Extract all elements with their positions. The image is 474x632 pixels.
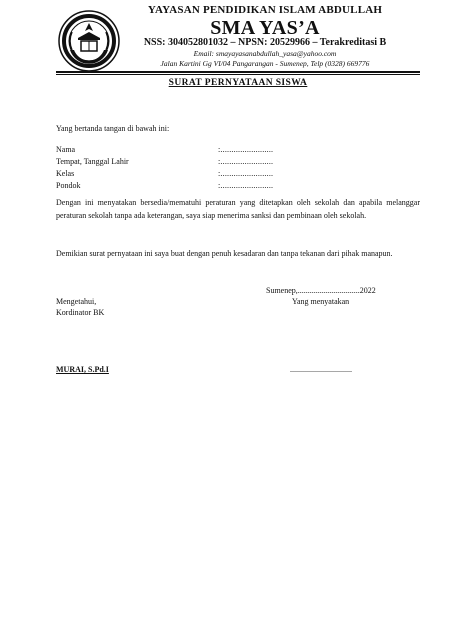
declarer-signature-line: ............................... (290, 365, 352, 374)
intro-text: Yang bertanda tangan di bawah ini: (56, 124, 170, 133)
letterhead-rule-thick (56, 71, 420, 73)
address-line: Jalan Kartini Gg VI/04 Pangarangan - Sumenep, Telp (0328) 669776 (160, 59, 370, 68)
field-label-ttl: Tempat, Tanggal Lahir (56, 157, 129, 166)
acknowledger-role: Kordinator BK (56, 308, 105, 317)
field-label-pondok: Pondok (56, 181, 81, 190)
foundation-name: YAYASAN PENDIDIKAN ISLAM ABDULLAH (147, 4, 383, 16)
field-value-nama: :........................ (218, 145, 274, 154)
letterhead-rule-thin (56, 74, 420, 75)
field-label-nama: Nama (56, 145, 76, 154)
field-value-kelas: :........................ (218, 169, 274, 178)
closing-paragraph: Demikian surat pernyataan ini saya buat dengan penuh kesadaran dan tanpa tekanan dari pihak manapun. (56, 249, 393, 258)
field-label-kelas: Kelas (56, 169, 75, 178)
school-name: SMA YAS’A (210, 17, 320, 39)
field-value-ttl: :........................ (218, 157, 274, 166)
school-logo (58, 10, 120, 72)
place-date: Sumenep,...............................2022 (266, 286, 376, 295)
acknowledger-name: MURAI, S.Pd.I (56, 365, 109, 374)
statement-paragraph: Dengan ini menyatakan bersedia/mematuhi peraturan yang ditetapkan oleh sekolah dan apabila melanggar peraturan sekolah tanpa ada keterangan, saya siap menerima sanksi dan pembinaan oleh sekolah. (56, 198, 420, 220)
field-value-pondok: :........................ (218, 181, 274, 190)
document-title: SURAT PERNYATAAN SISWA (168, 78, 308, 88)
acknowledged-label: Mengetahui, (56, 297, 97, 306)
declarer-label: Yang menyatakan (292, 297, 350, 306)
registration-line: NSS: 304052801032 – NPSN: 20529966 – Terakreditasi B (143, 37, 387, 48)
email-line: Email: smayayasanabdullah_yasa@yahoo.com (193, 49, 337, 58)
